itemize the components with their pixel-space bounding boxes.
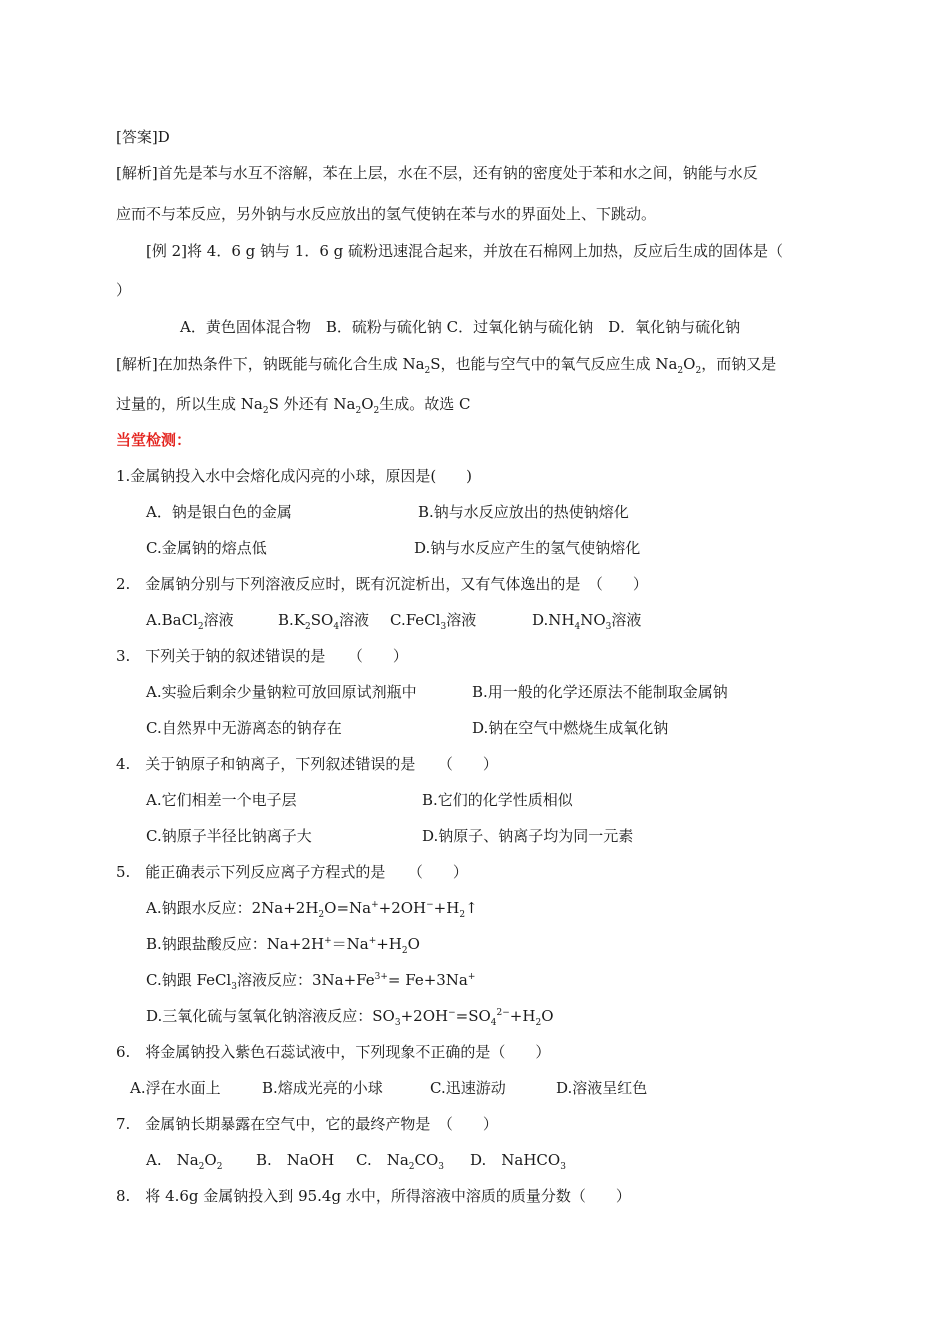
q8-stem: 8. 将 4.6g 金属钠投入到 95.4g 水中，所得溶液中溶质的质量分数（ ）	[116, 1187, 631, 1205]
example2-options: A．黄色固体混合物 B．硫粉与硫化钠 C．过氧化钠与硫化钠 D．氧化钠与硫化钠	[180, 318, 741, 336]
q2-option-c: C.FeCl$_3$溶液	[390, 611, 477, 632]
q2-option-d: $D.NH_4NO_3$溶液	[532, 611, 642, 632]
analysis2-line1: [解析]在加热条件下，钠既能与硫化合生成 $Na_2S$，也能与空气中的氧气反应生成 $Na_2O_2$，而钠又是	[116, 355, 777, 376]
q4-option-a: A.它们相差一个电子层	[146, 791, 297, 809]
q6-option-c: C.迅速游动	[430, 1079, 506, 1097]
q1-option-d: D.钠与水反应产生的氢气使钠熔化	[414, 539, 641, 557]
q5-option-a: A.钠跟水反应：$2Na+2H_2O=Na^++2OH^-+H_2↑$	[146, 899, 478, 920]
q1-option-a: A．钠是银白色的金属	[146, 503, 292, 521]
q3-option-c: C.自然界中无游离态的钠存在	[146, 719, 342, 737]
q2-option-a: A.BaCl$_2$溶液	[146, 611, 234, 632]
q4-option-d: D.钠原子、钠离子均为同一元素	[422, 827, 634, 845]
q3-option-b: B.用一般的化学还原法不能制取金属钠	[472, 683, 728, 701]
analysis1-line1: [解析]首先是苯与水互不溶解，苯在上层，水在不层，还有钠的密度处于苯和水之间，钠能与水反	[116, 164, 758, 182]
q6-option-b: B.熔成光亮的小球	[262, 1079, 383, 1097]
q1-option-b: B.钠与水反应放出的热使钠熔化	[418, 503, 629, 521]
q2-stem: 2. 金属钠分别与下列溶液反应时，既有沉淀析出，又有气体逸出的是 （ ）	[116, 575, 648, 593]
analysis2-line2: 过量的，所以生成 $Na_2S$ 外还有 $Na_2O_2$生成。故选 C	[116, 395, 471, 416]
q7-stem: 7. 金属钠长期暴露在空气中，它的最终产物是 （ ）	[116, 1115, 498, 1133]
q7-option-b: B. NaOH	[256, 1151, 335, 1169]
q5-option-c: C.钠跟 FeCl$_3$溶液反应：$3Na+Fe^{3+}= Fe+3Na^+$	[146, 971, 476, 992]
q5-option-d: D.三氧化硫与氢氧化钠溶液反应：$SO_3+2OH^-=SO_4^{2-}+H_2O$	[146, 1007, 554, 1028]
q1-option-c: C.金属钠的熔点低	[146, 539, 267, 557]
example2-line1: [例 2]将 4．6 g 钠与 1．6 g 硫粉迅速混合起来，并放在石棉网上加热，反应后生成的固体是（	[146, 242, 784, 260]
q6-stem: 6. 将金属钠投入紫色石蕊试液中，下列现象不正确的是（ ）	[116, 1043, 551, 1061]
q6-option-a: A.浮在水面上	[130, 1079, 221, 1097]
q7-option-d: D. NaHCO$_3$	[470, 1151, 566, 1172]
q4-option-b: B.它们的化学性质相似	[422, 791, 573, 809]
q1-stem: 1.金属钠投入水中会熔化成闪亮的小球，原因是( )	[116, 467, 473, 485]
q2-option-b: $B.K_2SO_4$溶液	[278, 611, 370, 632]
q7-option-a: A. $Na_2O_2$	[146, 1151, 223, 1172]
q3-option-d: D.钠在空气中燃烧生成氧化钠	[472, 719, 669, 737]
q3-stem: 3. 下列关于钠的叙述错误的是 （ ）	[116, 647, 408, 665]
q4-stem: 4. 关于钠原子和钠离子，下列叙述错误的是 （ ）	[116, 755, 498, 773]
q3-option-a: A.实验后剩余少量钠粒可放回原试剂瓶中	[146, 683, 417, 701]
q4-option-c: C.钠原子半径比钠离子大	[146, 827, 312, 845]
q7-option-c: C. $Na_2CO_3$	[356, 1151, 445, 1172]
answer-line: [答案]D	[116, 128, 170, 146]
q5-option-b: B.钠跟盐酸反应：$Na+2H^+=Na^++H_2O$	[146, 935, 420, 956]
q6-option-d: D.溶液呈红色	[556, 1079, 648, 1097]
q5-stem: 5. 能正确表示下列反应离子方程式的是 （ ）	[116, 863, 468, 881]
analysis1-line2: 应而不与苯反应，另外钠与水反应放出的氢气使钠在苯与水的界面处上、下跳动。	[116, 205, 657, 223]
section-title: 当堂检测：	[116, 431, 192, 449]
example2-line2: ）	[116, 281, 132, 299]
